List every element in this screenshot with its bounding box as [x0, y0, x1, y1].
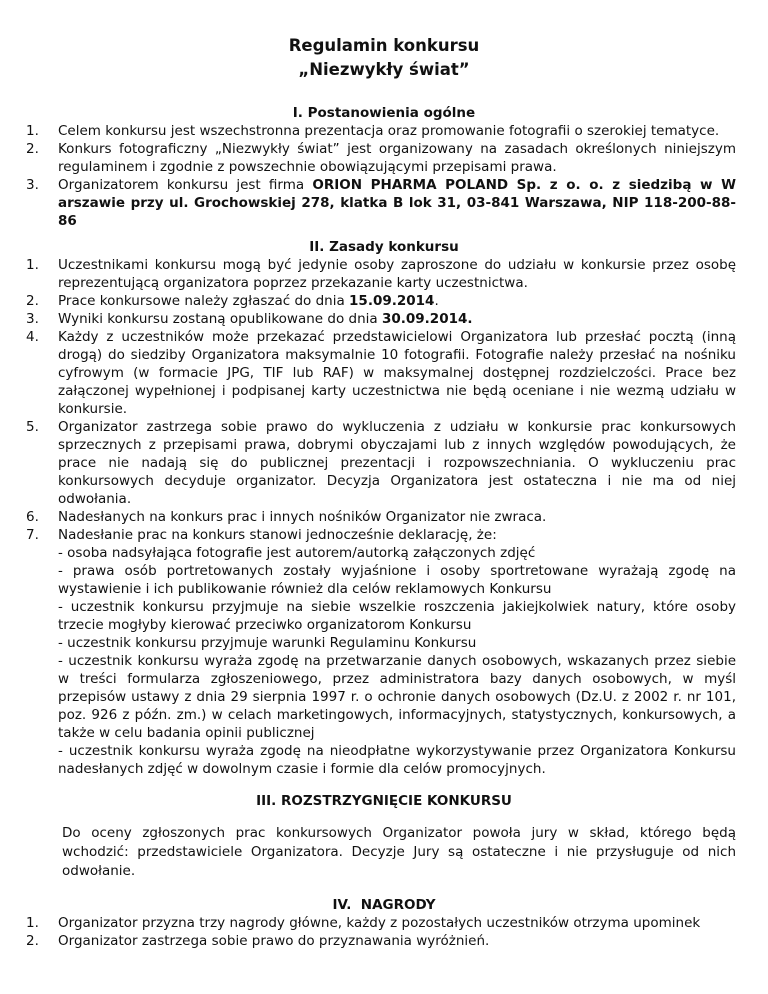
- list-item: [0, 140, 768, 176]
- jury-paragraph: Do oceny zgłoszonych prac konkursowych Organizator powoła jury w skład, którego będą wchodzić: przedstawiciele Organizatora. Decyzje Jury są ostateczne i nie przysługuje od nich odwołanie.: [62, 825, 736, 879]
- declaration-item: - uczestnik konkursu przyjmuje warunki Regulaminu Konkursu: [58, 635, 477, 651]
- section-contest-resolution: [0, 792, 768, 881]
- organizer-details: ORION PHARMA POLAND Sp. z o. o. z siedzibą w W arszawie przy ul. Grochowskiej 278, klatka B lok 31, 03-841 Warszawa, NIP 118-200-88-86: [58, 177, 737, 229]
- item-text: Prace konkursowe należy zgłaszać do dnia: [58, 293, 350, 309]
- item-number: 7.: [26, 527, 39, 543]
- title-line-1: Regulamin konkursu: [288, 36, 480, 55]
- item-number: 2.: [26, 141, 39, 157]
- numbered-list: [0, 122, 768, 230]
- section-heading: III. ROZSTRZYGNIĘCIE KONKURSU: [256, 793, 512, 809]
- item-text: Organizator zastrzega sobie prawo do wykluczenia z udziału w konkursie prac konkursowych sprzecznych z przepisami prawa, dobrymi obyczajami lub z innych względów powodujących, że prace nie nadają się do publicznej prezentacji i rozpowszechniania. O wykluczeniu prac konkursowych decyduje organizator. Decyzja Organizatora jest ostateczna i nie ma od niej odwołania.: [58, 419, 736, 507]
- item-number: 4.: [26, 329, 39, 345]
- section-heading: I. Postanowienia ogólne: [292, 105, 476, 121]
- section-prizes: [0, 896, 768, 950]
- item-number: 2.: [26, 933, 39, 949]
- item-text: Nadesłanie prac na konkurs stanowi jednocześnie deklarację, że:: [58, 527, 497, 543]
- declarations-list: [0, 544, 768, 778]
- list-item: [0, 176, 768, 230]
- declaration-item: - uczestnik konkursu wyraża zgodę na nieodpłatne wykorzystywanie przez Organizatora Konkursu nadesłanych zdjęć w dowolnym czasie i formie dla celów promocyjnych.: [58, 743, 736, 777]
- item-text: Organizator zastrzega sobie prawo do przyznawania wyróżnień.: [58, 933, 490, 949]
- list-item: [0, 122, 768, 140]
- item-text-suffix: .: [434, 293, 439, 309]
- item-text: Organizatorem konkursu jest firma: [58, 177, 313, 193]
- item-text: Każdy z uczestników może przekazać przedstawicielowi Organizatora lub przesłać pocztą (inną drogą) do siedziby Organizatora maksymalnie 10 fotografii. Fotografie należy przesłać na nośniku cyfrowym (w formacie JPG, TIF lub RAF) w maksymalnej dostępnej rozdzielczości. Prace bez załączonej wypełnionej i podpisanej karty uczestnictwa nie będą oceniane i nie wezmą udziału w konkursie.: [58, 329, 736, 417]
- item-number: 1.: [26, 123, 39, 139]
- list-item: [0, 932, 768, 950]
- item-number: 6.: [26, 509, 39, 525]
- item-text: Uczestnikami konkursu mogą być jedynie osoby zaproszone do udziału w konkursie przez osobę reprezentującą organizatora poprzez przekazanie karty uczestnictwa.: [58, 257, 736, 291]
- item-text: Konkurs fotograficzny „Niezwykły świat” jest organizowany na zasadach określonych niniejszym regulaminem i zgodnie z powszechnie obowiązującymi przepisami prawa.: [58, 141, 736, 175]
- list-item: [0, 310, 768, 328]
- section-contest-rules: [0, 238, 768, 778]
- item-number: 5.: [26, 419, 39, 435]
- item-number: 2.: [26, 293, 39, 309]
- item-number: 3.: [26, 311, 39, 327]
- section-heading: IV. NAGRODY: [332, 897, 436, 913]
- item-number: 1.: [26, 257, 39, 273]
- declaration-item: - prawa osób portretowanych zostały wyjaśnione i osoby sportretowane wyrażają zgodę na wystawienie i ich publikowanie również dla celów reklamowych Konkursu: [58, 563, 736, 597]
- list-item: [0, 292, 768, 310]
- numbered-list: [0, 256, 768, 544]
- section-general-provisions: [0, 104, 768, 230]
- list-item: [0, 914, 768, 932]
- declaration-item: - osoba nadsyłająca fotografie jest autorem/autorką załączonych zdjęć: [58, 545, 536, 561]
- document-title: [0, 34, 768, 82]
- item-text: Celem konkursu jest wszechstronna prezentacja oraz promowanie fotografii o szerokiej tematyce.: [58, 123, 720, 139]
- list-item: [0, 328, 768, 418]
- submission-deadline: 15.09.2014: [349, 293, 435, 309]
- list-item: [0, 418, 768, 508]
- list-item: [0, 526, 768, 544]
- item-number: 1.: [26, 915, 39, 931]
- numbered-list: [0, 914, 768, 950]
- title-line-2: „Niezwykły świat”: [298, 60, 470, 79]
- list-item: [0, 256, 768, 292]
- item-text: Wyniki konkursu zostaną opublikowane do dnia: [58, 311, 382, 327]
- item-number: 3.: [26, 177, 39, 193]
- item-text: Nadesłanych na konkurs prac i innych nośników Organizator nie zwraca.: [58, 509, 547, 525]
- declaration-item: - uczestnik konkursu przyjmuje na siebie wszelkie roszczenia jakiejkolwiek natury, które osoby trzecie mogłyby kierować przeciwko organizatorom Konkursu: [58, 599, 736, 633]
- declaration-item: - uczestnik konkursu wyraża zgodę na przetwarzanie danych osobowych, wskazanych przez siebie w treści formularza zgłoszeniowego, przez administratora bazy danych osobowych, w myśl przepisów ustawy z dnia 29 sierpnia 1997 r. o ochronie danych osobowych (Dz.U. z 2002 r. nr 101, poz. 926 z późn. zm.) w celach marketingowych, informacyjnych, statystycznych, konkursowych, a także w celu badania opinii publicznej: [58, 653, 736, 741]
- results-date: 30.09.2014.: [381, 311, 473, 327]
- item-text: Organizator przyzna trzy nagrody główne, każdy z pozostałych uczestników otrzyma upominek: [58, 915, 701, 931]
- list-item: [0, 508, 768, 526]
- section-heading: II. Zasady konkursu: [309, 239, 459, 255]
